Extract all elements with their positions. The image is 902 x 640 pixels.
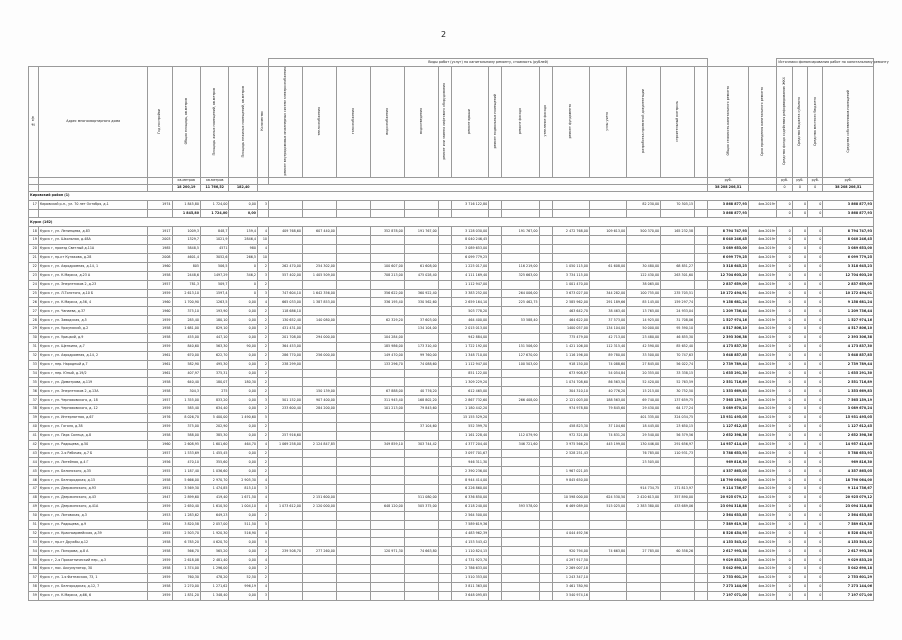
row-total: 14 957 414,49 [708, 440, 749, 449]
row-total: 2 393 306,38 [708, 333, 749, 342]
row-number: 17 [29, 200, 39, 209]
row-address: Курск г, ул. Аэродромная, д.14, 2 [38, 351, 148, 360]
row-total: 7 197 071,00 [708, 591, 749, 600]
section-row [29, 191, 874, 200]
row-total: 5 042 690,18 [708, 565, 749, 574]
section-label: Кировский район (1) [29, 191, 874, 200]
row-number: 24 [29, 280, 39, 289]
row-address: Курск г, ул. Белгородская, д.12, 7 [38, 582, 148, 591]
row-owners: 4 517 806,10 [823, 325, 874, 334]
row-owners: 2 837 659,09 [823, 280, 874, 289]
row-total: 2 739 789,44 [708, 360, 749, 369]
row-address: Курск г, пос. Аккумулятор, 30 [38, 565, 148, 574]
row-address: Курск г, ул. 1-я Фатежская, 73, 1 [38, 574, 148, 583]
row-number: 19 [29, 236, 39, 245]
row-number: 40 [29, 422, 39, 431]
row-total: 12 704 603,20 [708, 271, 749, 280]
row-owners: 1 353 669,83 [823, 387, 874, 396]
row-number: 23 [29, 271, 39, 280]
row-number: 42 [29, 440, 39, 449]
col-w10: утепление фасада [539, 67, 552, 178]
col-w7: ремонт крыши [451, 67, 488, 178]
row-owners: 4 357 865,05 [823, 467, 874, 476]
row-address: Курск г, ул. Энергетиков 2, д.13А [38, 387, 148, 396]
row-address: Курск г, ул. К.Маркса, д.56, 4 [38, 298, 148, 307]
row-owners: 7 273 144,06 [823, 582, 874, 591]
col-living-area: Площадь жилых помещений, кв.метров [201, 67, 229, 178]
row-number: 53 [29, 538, 39, 547]
table-row: 27 Курск г, ул. Чапаева, д.37 1960 375,10 193,90 0,00 2 118 686,10 503 778,20 463 642,70 38 463,40 13 765,00 24 933,04 1 209 736,44 4кв.2019г 0 0 0 1 209 736,44 [29, 307, 874, 316]
row-address: Курск г, пер. Юный, д.19/2 [38, 369, 148, 378]
row-owners: 23 094 318,88 [823, 502, 874, 511]
row-address: Курск г, проезд Светлый д.11А [38, 245, 148, 254]
row-number: 33 [29, 360, 39, 369]
table-row: 56 Курск г, пос. Аккумулятор, 30 1958 1 374,00 1 296,00 0,00 2 2 786 633,00 2 269 007,18 5 042 690,18 4кв.2019г 0 0 0 5 042 690,18 [29, 565, 874, 574]
row-total: 8 528 454,95 [708, 529, 749, 538]
table-row: 33 Курск г, пер. Народный д.7 1961 582,90 495,30 0,00 2 238 299,00 133 296,70 74 088,60 1 112 947,00 100 503,00 918 150,00 74 088,60 27 845,00 56 022,74 2 739 789,44 4кв.2019г 0 0 0 2 739 789,44 [29, 360, 874, 369]
row-owners: 2 652 398,36 [823, 431, 874, 440]
col-w9: ремонт фасада [502, 67, 539, 178]
table-row: 54 Курск г, ул. Пигорова, д.8 А 1958 566,70 565,20 0,00 2 239 508,70 277 260,00 120 971,30 74 663,80 1 110 824,15 920 794,00 74 663,80 27 785,00 60 558,26 2 617 993,38 4кв.2019г 0 0 0 2 617 993,38 [29, 547, 874, 556]
row-total: 3 089 653,00 [708, 245, 749, 254]
row-number: 54 [29, 547, 39, 556]
table-row: 23 Курск г, ул. К.Маркса, д.23 А 1958 2448,6 1497,29 346,2 3 557 402,00 1 405 509,00 708 213,00 475 028,40 4 111 169,40 325 663,00 3 734 115,00 122 430,00 263 301,60 12 704 603,20 4кв.2019г 0 0 0 12 704 603,20 [29, 271, 874, 280]
row-number: 27 [29, 307, 39, 316]
col-w1: ремонт внутридомовых инженерных систем электроснабжения [269, 67, 303, 178]
row-owners: 2 551 716,89 [823, 378, 874, 387]
table-row: 46 Курск г, ул. Белгородская, д.15 1958 5 666,00 2 970,70 2 905,30 4 8 944 414,00 9 845 650,00 18 790 064,00 4кв.2019г 0 0 0 18 790 064,00 [29, 476, 874, 485]
row-total: 2 753 601,29 [708, 574, 749, 583]
row-owners: 3 868 877,93 [823, 200, 874, 209]
row-number: 37 [29, 396, 39, 405]
table-row: 34 Курск г, пер. Юный, д.19/2 1961 407,97 375,31 0,00 2 851 122,00 673 908,87 54 054,84 20 355,00 33 338,15 1 635 291,30 4кв.2019г 0 0 0 1 635 291,30 [29, 369, 874, 378]
row-number: 48 [29, 494, 39, 503]
row-address: Курск г, ул. Димитрова, д.119 [38, 378, 148, 387]
row-total: 8 794 747,93 [708, 227, 749, 236]
table-row: 37 Курск г, ул. Черняховского, д. 18 1957 1 355,00 833,20 0,00 3 501 152,00 907 400,00 311 945,40 168 802,20 2 867 732,60 266 408,00 2 121 003,00 188 563,00 69 740,00 137 659,75 7 565 159,19 4кв.2019г 0 0 0 7 565 159,19 [29, 396, 874, 405]
row-owners: 969 816,30 [823, 458, 874, 467]
row-address: Курск г, ул. Интернатная, д.67 [38, 414, 148, 423]
row-number: 57 [29, 574, 39, 583]
table-row: 57 Курск г, ул. 1-я Фатежская, 73, 1 1959 760,30 478,20 52,50 2 1 510 353,00 1 243 347,10 2 753 601,29 4кв.2019г 0 0 0 2 753 601,29 [29, 574, 874, 583]
row-number: 49 [29, 502, 39, 511]
row-owners: 1 527 974,16 [823, 316, 874, 325]
row-owners: 12 704 603,20 [823, 271, 874, 280]
col-w11: ремонт фундамента [552, 67, 589, 178]
row-total: 9 029 833,20 [708, 556, 749, 565]
data-table: Виды работ (услуг) по капитальному ремонту, стоимость (рублей) Источники финансирования работ по капитальному ремонту № п/п Адрес многоквартирного дома Год постройки Общая площадь, кв.метров Площадь жилых помещений, кв.метров Площадь нежилых помещений, кв.метров Количество ремонт внутридомовых инженерных систем электроснабжения теплоснабжения газоснабжения водоснабжения водоотведения ремонт или замена лифтового оборудования ремонт крыши ремонт подвальных помещений ремонт фасада утепление фасада ремонт фундамента узлы учета разработка проектной документации строительный контроль Общая стоимость капитального ремонта Срок проведения капитального ремонта Средства фонда содействия реформированию ЖКХ Средства бюджета субъекта Средства местного бюджета Средства собственников помещений кв.метров кв.метров руб. руб. руб. руб. руб. 18 200,19 11 766,52 182,40 38 208 206,51 0 0 0 38 208 206,51 Кировский район (1) 17 Кировский р-н., ул. 70 лет Октября, д.1 1974 1 845,80 1 724,00 0,00 3 3 716 122,80 82 230,00 70 505,15 3 868 877,93 4кв.2019г 0 0 0 3 868 877,93 1 845,80 1 724,00 0,00 3 868 877,93 0 0 0 3 868 877,93 Курск (162) 18 Курск г, ул. Ленинцева, д.83 1917 1009,3 848,7 159,4 4 409 768,60 607 440,00 352 878,00 191 767,00 3 128 030,00 191 767,00 2 472 768,00 109 613,00 500 370,00 165 232,58 8 794 747,93 4кв.2019г 0 0 0 8 794 747,93 19 Курск г, ул. Школьная, д.48А 2003 1329,7 1021,9 2846,4 10 8 040 246,45 8 040 246,45 4кв.2019г 0 0 0 8 040 246,45 20 Курск г, проезд Светлый д.11А 1985 5848,5 4571 980 4 3 089 653,00 3 089 653,00 4кв.2019г 0 0 0 3 089 653,00 21 Курск г, пр-кт Кулакова, д.28 2008 4601,4 3052,6 266,5 10 6 099 779,25 6 099 779,25 4кв.2019г 0 0 0 6 099 779,25 22 Курск г, ул. Аэродромная, д.14, 1 1960 805 506,5 0 2 262 470,00 254 302,00 100 607,00 61 608,00 1 225 017,00 116 219,00 1 050 115,00 61 608,00 30 480,00 68 851,27 3 318 645,23 4кв.2019г 0 0 0 3 318 645,23 23 Курск г, ул. К.Маркса, д.23 А 1958 2448,6 1497,29 346,2 3 557 402,00 1 405 509,00 708 213,00 475 028,40 4 111 169,40 325 663,00 3 734 115,00 122 430,00 263 301,60 12 704 603,20 4кв.2019г 0 0 0 12 704 603,20 24 Курск г, ул. Энергетиков 2, д.23 1957 781,3 509,7 0 2 1 112 947,00 1 001 470,00 38 065,00 2 837 659,09 4кв.2019г 0 0 0 2 837 659,09 25 Курск г, ул. Л.Толстого, д.10 Б 1959 2 613,10 1597,4 0 3 747 604,10 1 642 356,00 356 622,00 360 922,40 3 383 252,00 264 006,00 3 673 027,00 344 282,00 100 755,00 235 705,51 10 172 494,91 4кв.2019г 0 0 0 10 172 494,91 26 Курск г, ул. К.Маркса, д.56, 4 1960 1 700,90 1263,5 0,00 4 665 033,00 1 387 853,00 336 195,40 330 562,60 2 659 164,10 225 462,75 2 585 962,00 291 189,66 85 145,00 159 297,74 9 158 681,24 4кв.2019г 0 0 0 9 158 681,24 27 Курск г, ул. Чапаева, д.37 1960 375,10 193,90 0,00 2 118 686,10 503 778,20 463 642,70 38 463,40 13 765,00 24 933,04 1 209 736,44 4кв.2019г 0 0 0 1 209 736,44 28 Курск г, ул. Заводская, д.5 1959 285,40 180,10 0,00 2 130 652,40 140 080,00 62 329,20 37 603,00 464 400,00 53 588,40 464 622,00 37 573,00 14 925,00 31 708,06 1 527 974,16 4кв.2019г 0 0 0 1 527 974,16 29 Курск г, ул. Уржумский, д.2 1958 1 681,00 829,10 0,00 2 431 431,00 134 104,00 2 015 013,00 1400 057,00 134 104,00 50 000,00 95 590,10 4 517 806,10 4кв.2019г 0 0 0 4 517 806,10 30 Курск г, ул. Урицкий, д.9 1958 455,00 447,10 0,00 2 201 708,00 294 000,00 104 284,00 942 884,00 775 479,00 42 713,00 23 480,00 46 855,30 2 393 306,38 4кв.2019г 0 0 0 2 393 306,38 31 Курск г, ул. Щепкина, д.7 1959 840,60 563,30 90,00 2 364 453,00 185 986,00 173 310,40 1 722 192,00 151 506,00 1 421 106,00 112 315,40 42 590,00 85 652,40 4 173 837,30 4кв.2019г 0 0 0 4 173 837,30 32 Курск г, ул. Аэродромная, д.14, 2 1961 670,00 622,70 0,00 2 286 770,00 256 000,00 149 470,00 99 760,00 1 348 710,00 127 670,00 1 116 196,00 89 780,00 33 500,00 70 747,63 3 648 857,85 4кв.2019г 0 0 0 3 648 857,85 33 Курск г, пер. Народный д.7 1961 582,90 495,30 0,00 2 238 299,00 133 296,70 74 088,60 1 112 947,00 100 503,00 918 150,00 74 088,60 27 845,00 56 022,74 2 739 789,44 4кв.2019г 0 0 0 2 739 789,44 34 Курск г, пер. Юный, д.19/2 1961 407,97 375,31 0,00 2 851 122,00 673 908,87 54 054,84 20 355,00 33 338,15 1 635 291,30 4кв.2019г 0 0 0 1 635 291,30 35 Курск г, ул. Димитрова, д.119 1958 640,40 180,07 180,30 2 1 309 229,20 1 074 708,60 86 563,50 52 420,00 52 763,59 2 551 716,89 4кв.2019г 0 0 0 2 551 716,89 36 Курск г, ул. Энергетиков 2, д.13А 1958 304,3 275 0,00 2 150 139,00 67 888,00 40 776,20 612 465,00 304 310,10 40 776,20 15 215,00 30 752,50 1 353 669,83 4кв.2019г 0 0 0 1 353 669,83 37 Курск г, ул. Черняховского, д. 18 1957 1 355,00 833,20 0,00 3 501 152,00 907 400,00 311 945,40 168 802,20 2 867 732,60 266 408,00 2 121 003,00 188 563,00 69 740,00 137 659,75 7 565 159,19 4кв.2019г 0 0 0 7 565 159,19 38 Курск г, ул. Черняховского, д. 12 1959 585,40 634,40 0,00 2 233 600,40 284 200,00 101 213,00 79 845,60 1 180 442,20 974 978,80 79 845,60 29 430,00 64 177,24 3 089 670,24 4кв.2019г 0 0 0 3 089 670,24 39 Курск г, ул. Интернатная, д.67 1976 8 026,70 5 400,00 1 490,60 5 15 155 529,20 401 335,00 324 034,75 15 931 495,05 4кв.2019г 0 0 0 15 931 495,05 40 Курск г, ул. Гоголя, д.38 1959 375,00 202,90 0,00 2 37 104,60 552 399,70 458 823,30 37 104,60 18 445,00 23 650,15 1 127 612,45 4кв.2019г 0 0 0 1 127 612,45 41 Курск г, ул. Парк Солнца, д.8 1958 588,00 385,30 0,00 2 257 916,60 1 161 228,40 112 079,90 972 321,80 74 831,20 29 540,00 56 579,56 2 652 398,36 4кв.2019г 0 0 0 2 652 398,36 42 Курск г, ул. Радищева, д.50 1960 2 608,95 1 601,60 464,70 4 1 069 258,00 2 124 847,85 349 859,10 303 744,42 4 377 204,40 346 721,60 3 975 566,20 445 199,00 130 446,00 291 656,97 14 957 414,49 4кв.2019г 0 0 0 14 957 414,49 43 Курск г, ул. 2-я Рабочая, д.7 Б 1957 1 533,69 1 455,45 0,00 2 3 097 701,67 2 528 251,43 76 785,00 110 931,73 5 788 653,93 4кв.2019г 0 0 0 5 788 653,93 44 Курск г, ул. Литейная, д.4 Г 1956 470,10 355,60 0,00 2 946 311,30 23 505,00 969 816,30 4кв.2019г 0 0 0 969 816,30 45 Курск г, ул. Белинского, д.35 1955 1 187,40 1 036,60 0,00 2 2 390 236,00 1 967 021,05 4 357 865,05 4кв.2019г 0 0 0 4 357 865,05 46 Курск г, ул. Белгородская, д.15 1958 5 666,00 2 970,70 2 905,30 4 8 944 414,00 9 845 650,00 18 790 064,00 4кв.2019г 0 0 0 18 790 064,00 47 Курск г, ул. Дзержинского, д.93 1951 3 569,30 1 474,85 815,10 3 6 226 860,00 914 734,75 171 813,97 9 114 736,67 4кв.2019г 0 0 0 9 114 736,67 48 Курск г, ул. Дзержинского, д.43 1947 2 899,60 419,40 1 671,50 4 2 151 600,00 511 080,00 6 336 850,00 10 598 000,00 624 530,50 2 420 613,00 357 890,00 20 925 079,12 4кв.2019г 0 0 0 20 925 079,12 49 Курск г, ул. Дзержинского, д.41А 1959 2 650,40 1 610,50 1 004,10 4 1 073 612,00 2 120 000,00 648 120,00 505 375,00 6 218 240,00 593 578,00 6 469 089,00 515 025,00 2 383 380,00 433 689,06 23 094 318,88 4кв.2019г 0 0 0 23 094 318,88 50 Курск г, ул. Литовская, д.3 1953 1 283,62 649,23 0,00 2 2 564 500,00 2 564 633,85 4кв.2019г 0 0 0 2 564 633,85 51 Курск г, ул. Радищева, д.9 1954 3 820,58 2 057,00 511,50 5 7 589 619,36 7 589 619,36 4кв.2019г 0 0 0 7 589 619,36 52 Курск г, ул. Красноармейская, д.39 1955 2 503,70 1 920,30 516,90 4 4 483 962,39 4 044 492,56 8 528 454,95 4кв.2019г 0 0 0 8 528 454,95 53 Курск г, пр-кт Дружбы д.12 1958 6 785,20 4 620,70 0,00 5 4 153 543,42 4 153 543,42 4кв.2019г 0 0 0 4 153 543,42 54 Курск г, ул. Пигорова, д.8 А 1958 566,70 565,20 0,00 2 239 508,70 277 260,00 120 971,30 74 663,80 1 110 824,15 920 794,00 74 663,80 27 785,00 60 558,26 2 617 993,38 4кв.2019г 0 0 0 2 617 993,38 55 Курск г, 2-я Прокатнический пер., д.3 1959 2 618,08 2 481,40 0,00 4 4 731 923,70 4 297 917,50 9 029 833,20 4кв.2019г 0 0 0 9 029 833,20 56 Курск г, пос. Аккумулятор, 30 1958 1 374,00 1 296,00 0,00 2 2 786 633,00 2 269 007,18 5 042 690,18 4кв.2019г 0 0 0 5 042 690,18 57 Курск г, ул. 1-я Фатежская, 73, 1 1959 760,30 478,20 52,50 2 1 510 353,00 1 243 347,10 2 753 601,29 4кв.2019г 0 0 0 2 753 601,29 58 Курск г, ул. Белгородская, д.12, 7 1958 2 270,00 1 271,62 996,19 4 3 811 363,00 3 461 780,90 7 273 144,06 4кв.2019г 0 0 0 7 273 144,06 59 Курск г, ул. К.Маркса, д.66, 6 1959 1 831,20 1 348,40 0,00 3 3 648 095,85 3 540 974,16 7 197 071,00 4кв.2019г 0 0 0 7 197 071,00 [28, 58, 874, 601]
row-address: Курск г, ул. Уржумский, д.2 [38, 325, 148, 334]
row-total: 4 153 543,42 [708, 538, 749, 547]
row-number: 38 [29, 405, 39, 414]
row-total: 3 318 645,23 [708, 262, 749, 271]
row-owners: 9 114 736,67 [823, 485, 874, 494]
row-number: 47 [29, 485, 39, 494]
table-row: 22 Курск г, ул. Аэродромная, д.14, 1 1960 805 506,5 0 2 262 470,00 254 302,00 100 607,00 61 608,00 1 225 017,00 116 219,00 1 050 115,00 61 608,00 30 480,00 68 851,27 3 318 645,23 4кв.2019г 0 0 0 3 318 645,23 [29, 262, 874, 271]
row-owners: 9 029 833,20 [823, 556, 874, 565]
col-address: Адрес многоквартирного дома [38, 67, 148, 178]
row-total: 9 158 681,24 [708, 298, 749, 307]
row-address: Курск г, ул. Радищева, д.50 [38, 440, 148, 449]
table-row: 48 Курск г, ул. Дзержинского, д.43 1947 2 899,60 419,40 1 671,50 4 2 151 600,00 511 080,00 6 336 850,00 10 598 000,00 624 530,50 2 420 613,00 357 890,00 20 925 079,12 4кв.2019г 0 0 0 20 925 079,12 [29, 494, 874, 503]
row-number: 58 [29, 582, 39, 591]
col-budget: Средства бюджета субъекта [792, 67, 807, 178]
section-label: Курск (162) [29, 218, 874, 227]
row-owners: 10 172 494,91 [823, 289, 874, 298]
table-row: 41 Курск г, ул. Парк Солнца, д.8 1958 588,00 385,30 0,00 2 257 916,60 1 161 228,40 112 079,90 972 321,80 74 831,20 29 540,00 56 579,56 2 652 398,36 4кв.2019г 0 0 0 2 652 398,36 [29, 431, 874, 440]
row-number: 25 [29, 289, 39, 298]
row-address: Курск г, ул. Белгородская, д.15 [38, 476, 148, 485]
row-number: 43 [29, 449, 39, 458]
row-total: 15 931 495,05 [708, 414, 749, 423]
row-total: 4 357 865,05 [708, 467, 749, 476]
row-number: 55 [29, 556, 39, 565]
row-number: 21 [29, 253, 39, 262]
row-number: 29 [29, 325, 39, 334]
row-owners: 18 790 064,00 [823, 476, 874, 485]
row-number: 45 [29, 467, 39, 476]
row-owners: 4 173 837,30 [823, 342, 874, 351]
page-number: 2 [441, 30, 447, 39]
row-address: Курск г, ул. Заводская, д.5 [38, 316, 148, 325]
row-address: Курск г, ул. Щепкина, д.7 [38, 342, 148, 351]
row-address: Курск г, ул. Пигорова, д.8 А [38, 547, 148, 556]
row-owners: 8 528 454,95 [823, 529, 874, 538]
row-owners: 2 753 601,29 [823, 574, 874, 583]
table-row: 24 Курск г, ул. Энергетиков 2, д.23 1957 781,3 509,7 0 2 1 112 947,00 1 001 470,00 38 065,00 2 837 659,09 4кв.2019г 0 0 0 2 837 659,09 [29, 280, 874, 289]
table-row: 29 Курск г, ул. Уржумский, д.2 1958 1 681,00 829,10 0,00 2 431 431,00 134 104,00 2 015 013,00 1400 057,00 134 104,00 50 000,00 95 590,10 4 517 806,10 4кв.2019г 0 0 0 4 517 806,10 [29, 325, 874, 334]
capital-repair-table [28, 58, 889, 633]
row-owners: 2 564 633,85 [823, 511, 874, 520]
row-owners: 2 739 789,44 [823, 360, 874, 369]
col-local: Средства местного бюджета [808, 67, 823, 178]
row-total: 1 353 669,83 [708, 387, 749, 396]
row-total: 1 209 736,44 [708, 307, 749, 316]
row-owners: 1 635 291,30 [823, 369, 874, 378]
col-w12: узлы учета [589, 67, 626, 178]
col-total-cost: Общая стоимость капитального ремонта [708, 67, 749, 178]
col-count: Количество [257, 67, 268, 178]
row-number: 31 [29, 342, 39, 351]
table-row: 49 Курск г, ул. Дзержинского, д.41А 1959 2 650,40 1 610,50 1 004,10 4 1 073 612,00 2 120 000,00 648 120,00 505 375,00 6 218 240,00 593 578,00 6 469 089,00 515 025,00 2 383 380,00 433 689,06 23 094 318,88 4кв.2019г 0 0 0 23 094 318,88 [29, 502, 874, 511]
row-owners: 20 925 079,12 [823, 494, 874, 503]
row-address: Курск г, ул. Литовская, д.3 [38, 511, 148, 520]
row-address: Курск г, ул. Красноармейская, д.39 [38, 529, 148, 538]
works-group-header: Виды работ (услуг) по капитальному ремонту, стоимость (рублей) [269, 59, 708, 67]
row-number: 32 [29, 351, 39, 360]
row-number: 52 [29, 529, 39, 538]
row-number: 41 [29, 431, 39, 440]
col-w6: ремонт или замена лифтового оборудования [438, 67, 451, 178]
table-row: 32 Курск г, ул. Аэродромная, д.14, 2 1961 670,00 622,70 0,00 2 286 770,00 256 000,00 149 470,00 99 760,00 1 348 710,00 127 670,00 1 116 196,00 89 780,00 33 500,00 70 747,63 3 648 857,85 4кв.2019г 0 0 0 3 648 857,85 [29, 351, 874, 360]
table-row: 55 Курск г, 2-я Прокатнический пер., д.3 1959 2 618,08 2 481,40 0,00 4 4 731 923,70 4 297 917,50 9 029 833,20 4кв.2019г 0 0 0 9 029 833,20 [29, 556, 874, 565]
table-row: 59 Курск г, ул. К.Маркса, д.66, 6 1959 1 831,20 1 348,40 0,00 3 3 648 095,85 3 540 974,16 7 197 071,00 4кв.2019г 0 0 0 7 197 071,00 [29, 591, 874, 600]
row-total: 1 127 612,45 [708, 422, 749, 431]
row-total: 4 517 806,10 [708, 325, 749, 334]
row-address: Курск г, пер. Народный д.7 [38, 360, 148, 369]
row-total: 7 589 619,36 [708, 520, 749, 529]
table-row: 26 Курск г, ул. К.Маркса, д.56, 4 1960 1 700,90 1263,5 0,00 4 665 033,00 1 387 853,00 336 195,40 330 562,60 2 659 164,10 225 462,75 2 585 962,00 291 189,66 85 145,00 159 297,74 9 158 681,24 4кв.2019г 0 0 0 9 158 681,24 [29, 298, 874, 307]
row-owners: 7 197 071,00 [823, 591, 874, 600]
table-row: 50 Курск г, ул. Литовская, д.3 1953 1 283,62 649,23 0,00 2 2 564 500,00 2 564 633,85 4кв.2019г 0 0 0 2 564 633,85 [29, 511, 874, 520]
row-owners: 14 957 414,49 [823, 440, 874, 449]
col-w5: водоотведения [404, 67, 438, 178]
row-total: 3 089 670,24 [708, 405, 749, 414]
table-row: 44 Курск г, ул. Литейная, д.4 Г 1956 470,10 355,60 0,00 2 946 311,30 23 505,00 969 816,30 4кв.2019г 0 0 0 969 816,30 [29, 458, 874, 467]
row-total: 969 816,30 [708, 458, 749, 467]
table-row: 51 Курск г, ул. Радищева, д.9 1954 3 820,58 2 057,00 511,50 5 7 589 619,36 7 589 619,36 4кв.2019г 0 0 0 7 589 619,36 [29, 520, 874, 529]
table-row: 58 Курск г, ул. Белгородская, д.12, 7 1958 2 270,00 1 271,62 996,19 4 3 811 363,00 3 461 780,90 7 273 144,06 4кв.2019г 0 0 0 7 273 144,06 [29, 582, 874, 591]
row-address: Курск г, ул. Дзержинского, д.43 [38, 494, 148, 503]
table-row: 52 Курск г, ул. Красноармейская, д.39 1955 2 503,70 1 920,30 516,90 4 4 483 962,39 4 044 492,56 8 528 454,95 4кв.2019г 0 0 0 8 528 454,95 [29, 529, 874, 538]
row-owners: 1 209 736,44 [823, 307, 874, 316]
row-address: Курск г, ул. Литейная, д.4 Г [38, 458, 148, 467]
col-w14: строительный контроль [661, 67, 695, 178]
row-total: 10 172 494,91 [708, 289, 749, 298]
table-row: 35 Курск г, ул. Димитрова, д.119 1958 640,40 180,07 180,30 2 1 309 229,20 1 074 708,60 86 563,50 52 420,00 52 763,59 2 551 716,89 4кв.2019г 0 0 0 2 551 716,89 [29, 378, 874, 387]
row-owners: 3 089 670,24 [823, 405, 874, 414]
row-total: 18 790 064,00 [708, 476, 749, 485]
row-number: 46 [29, 476, 39, 485]
row-address: Курск г, ул. Чапаева, д.37 [38, 307, 148, 316]
col-nonliving-area: Площадь нежилых помещений, кв.метров [229, 67, 257, 178]
section-row [29, 218, 874, 227]
col-term: Срок проведения капитального ремонта [748, 67, 776, 178]
row-total: 2 617 993,38 [708, 547, 749, 556]
row-number: 20 [29, 245, 39, 254]
row-owners: 2 393 306,38 [823, 333, 874, 342]
table-row: 20 Курск г, проезд Светлый д.11А 1985 5848,5 4571 980 4 3 089 653,00 3 089 653,00 4кв.2019г 0 0 0 3 089 653,00 [29, 245, 874, 254]
row-owners: 1 127 612,45 [823, 422, 874, 431]
row-total: 23 094 318,88 [708, 502, 749, 511]
row-address: Курск г, пр-кт Кулакова, д.28 [38, 253, 148, 262]
table-row: 28 Курск г, ул. Заводская, д.5 1959 285,40 180,10 0,00 2 130 652,40 140 080,00 62 329,20 37 603,00 464 400,00 53 588,40 464 622,00 37 573,00 14 925,00 31 708,06 1 527 974,16 4кв.2019г 0 0 0 1 527 974,16 [29, 316, 874, 325]
row-total: 9 114 736,67 [708, 485, 749, 494]
row-owners: 8 794 747,93 [823, 227, 874, 236]
col-year: Год постройки [148, 67, 172, 178]
row-total: 6 099 779,25 [708, 253, 749, 262]
row-owners: 5 788 653,93 [823, 449, 874, 458]
row-total: 2 564 633,85 [708, 511, 749, 520]
row-number: 26 [29, 298, 39, 307]
row-total: 2 551 716,89 [708, 378, 749, 387]
table-row: 39 Курск г, ул. Интернатная, д.67 1976 8 026,70 5 400,00 1 490,60 5 15 155 529,20 401 335,00 324 034,75 15 931 495,05 4кв.2019г 0 0 0 15 931 495,05 [29, 414, 874, 423]
row-total: 3 868 877,93 [708, 200, 749, 209]
table-row: 40 Курск г, ул. Гоголя, д.38 1959 375,00 202,90 0,00 2 37 104,60 552 399,70 458 823,30 37 104,60 18 445,00 23 650,15 1 127 612,45 4кв.2019г 0 0 0 1 127 612,45 [29, 422, 874, 431]
row-total: 7 273 144,06 [708, 582, 749, 591]
row-address: Курск г, ул. Л.Толстого, д.10 Б [38, 289, 148, 298]
row-address: Курск г, ул. Черняховского, д. 18 [38, 396, 148, 405]
row-number: 30 [29, 333, 39, 342]
table-row: 17 Кировский р-н., ул. 70 лет Октября, д.1 1974 1 845,80 1 724,00 0,00 3 3 716 122,80 82 230,00 70 505,15 3 868 877,93 4кв.2019г 0 0 0 3 868 877,93 [29, 200, 874, 209]
row-address: Курск г, ул. Парк Солнца, д.8 [38, 431, 148, 440]
table-row: 19 Курск г, ул. Школьная, д.48А 2003 1329,7 1021,9 2846,4 10 8 040 246,45 8 040 246,45 4кв.2019г 0 0 0 8 040 246,45 [29, 236, 874, 245]
row-number: 44 [29, 458, 39, 467]
row-owners: 8 040 246,45 [823, 236, 874, 245]
row-address: Курск г, ул. К.Маркса, д.23 А [38, 271, 148, 280]
row-address: Курск г, ул. Урицкий, д.9 [38, 333, 148, 342]
row-total: 5 788 653,93 [708, 449, 749, 458]
row-owners: 4 153 543,42 [823, 538, 874, 547]
finance-group-header: Источники финансирования работ по капитальному ремонту [777, 59, 874, 67]
table-row: 25 Курск г, ул. Л.Толстого, д.10 Б 1959 2 613,10 1597,4 0 3 747 604,10 1 642 356,00 356 622,00 360 922,40 3 383 252,00 264 006,00 3 673 027,00 344 282,00 100 755,00 235 705,51 10 172 494,91 4кв.2019г 0 0 0 10 172 494,91 [29, 289, 874, 298]
row-address: Кировский р-н., ул. 70 лет Октября, д.1 [38, 200, 148, 209]
row-address: Курск г, ул. Дзержинского, д.41А [38, 502, 148, 511]
row-owners: 3 648 857,85 [823, 351, 874, 360]
table-row: 53 Курск г, пр-кт Дружбы д.12 1958 6 785,20 4 620,70 0,00 5 4 153 543,42 4 153 543,42 4кв.2019г 0 0 0 4 153 543,42 [29, 538, 874, 547]
row-number: 56 [29, 565, 39, 574]
row-total: 1 527 974,16 [708, 316, 749, 325]
table-row: 43 Курск г, ул. 2-я Рабочая, д.7 Б 1957 1 533,69 1 455,45 0,00 2 3 097 701,67 2 528 251,43 76 785,00 110 931,73 5 788 653,93 4кв.2019г 0 0 0 5 788 653,93 [29, 449, 874, 458]
col-fund: Средства фонда содействия реформированию ЖКХ [777, 67, 792, 178]
col-w2: теплоснабжения [302, 67, 336, 178]
row-total: 1 635 291,30 [708, 369, 749, 378]
row-number: 51 [29, 520, 39, 529]
col-no: № п/п [29, 67, 39, 178]
row-owners: 5 042 690,18 [823, 565, 874, 574]
row-address: Курск г, ул. Школьная, д.48А [38, 236, 148, 245]
col-owners: Средства собственников помещений [823, 67, 874, 178]
row-number: 39 [29, 414, 39, 423]
row-total: 2 837 659,09 [708, 280, 749, 289]
row-owners: 3 089 653,00 [823, 245, 874, 254]
table-row: 47 Курск г, ул. Дзержинского, д.93 1951 3 569,30 1 474,85 815,10 3 6 226 860,00 914 734,75 171 813,97 9 114 736,67 4кв.2019г 0 0 0 9 114 736,67 [29, 485, 874, 494]
row-number: 28 [29, 316, 39, 325]
col-total-area: Общая площадь, кв.метров [172, 67, 200, 178]
row-address: Курск г, ул. Радищева, д.9 [38, 520, 148, 529]
table-row: 18 Курск г, ул. Ленинцева, д.83 1917 1009,3 848,7 159,4 4 409 768,60 607 440,00 352 878,00 191 767,00 3 128 030,00 191 767,00 2 472 768,00 109 613,00 500 370,00 165 232,58 8 794 747,93 4кв.2019г 0 0 0 8 794 747,93 [29, 227, 874, 236]
row-address: Курск г, ул. Белинского, д.35 [38, 467, 148, 476]
row-address: Курск г, пр-кт Дружбы д.12 [38, 538, 148, 547]
row-number: 18 [29, 227, 39, 236]
row-address: Курск г, ул. Дзержинского, д.93 [38, 485, 148, 494]
table-row: 38 Курск г, ул. Черняховского, д. 12 1959 585,40 634,40 0,00 2 233 600,40 284 200,00 101 213,00 79 845,60 1 180 442,20 974 978,80 79 845,60 29 430,00 64 177,24 3 089 670,24 4кв.2019г 0 0 0 3 089 670,24 [29, 405, 874, 414]
row-number: 50 [29, 511, 39, 520]
col-w4: водоснабжения [370, 67, 404, 178]
row-total: 20 925 079,12 [708, 494, 749, 503]
col-w3: газоснабжения [336, 67, 370, 178]
table-row: 36 Курск г, ул. Энергетиков 2, д.13А 1958 304,3 275 0,00 2 150 139,00 67 888,00 40 776,20 612 465,00 304 310,10 40 776,20 15 215,00 30 752,50 1 353 669,83 4кв.2019г 0 0 0 1 353 669,83 [29, 387, 874, 396]
row-owners: 9 158 681,24 [823, 298, 874, 307]
row-total: 2 652 398,36 [708, 431, 749, 440]
row-address: Курск г, ул. К.Маркса, д.66, 6 [38, 591, 148, 600]
subtotal-row: 1 845,80 1 724,00 0,00 3 868 877,93 0 0 0 3 868 877,93 [29, 209, 874, 218]
row-address: Курск г, ул. Энергетиков 2, д.23 [38, 280, 148, 289]
row-owners: 15 931 495,05 [823, 414, 874, 423]
row-number: 34 [29, 369, 39, 378]
row-total: 7 565 159,19 [708, 396, 749, 405]
col-w8: ремонт подвальных помещений [489, 67, 502, 178]
grand-total: 38 208 206,51 [708, 184, 749, 191]
row-address: Курск г, 2-я Прокатнический пер., д.3 [38, 556, 148, 565]
row-number: 22 [29, 262, 39, 271]
table-row: 45 Курск г, ул. Белинского, д.35 1955 1 187,40 1 036,60 0,00 2 2 390 236,00 1 967 021,05 4 357 865,05 4кв.2019г 0 0 0 4 357 865,05 [29, 467, 874, 476]
row-number: 35 [29, 378, 39, 387]
row-total: 8 040 246,45 [708, 236, 749, 245]
row-total: 3 648 857,85 [708, 351, 749, 360]
row-address: Курск г, ул. Аэродромная, д.14, 1 [38, 262, 148, 271]
row-owners: 6 099 779,25 [823, 253, 874, 262]
row-address: Курск г, ул. 2-я Рабочая, д.7 Б [38, 449, 148, 458]
table-row: 30 Курск г, ул. Урицкий, д.9 1958 455,00 447,10 0,00 2 201 708,00 294 000,00 104 284,00 942 884,00 775 479,00 42 713,00 23 480,00 46 855,30 2 393 306,38 4кв.2019г 0 0 0 2 393 306,38 [29, 333, 874, 342]
row-owners: 3 318 645,23 [823, 262, 874, 271]
row-address: Курск г, ул. Черняховского, д. 12 [38, 405, 148, 414]
row-owners: 7 565 159,19 [823, 396, 874, 405]
col-w13: разработка проектной документации [627, 67, 661, 178]
row-total: 4 173 837,30 [708, 342, 749, 351]
table-row: 21 Курск г, пр-кт Кулакова, д.28 2008 4601,4 3052,6 266,5 10 6 099 779,25 6 099 779,25 4кв.2019г 0 0 0 6 099 779,25 [29, 253, 874, 262]
row-address: Курск г, ул. Гоголя, д.38 [38, 422, 148, 431]
table-row: 31 Курск г, ул. Щепкина, д.7 1959 840,60 563,30 90,00 2 364 453,00 185 986,00 173 310,40 1 722 192,00 151 506,00 1 421 106,00 112 315,40 42 590,00 85 652,40 4 173 837,30 4кв.2019г 0 0 0 4 173 837,30 [29, 342, 874, 351]
table-row: 42 Курск г, ул. Радищева, д.50 1960 2 608,95 1 601,60 464,70 4 1 069 258,00 2 124 847,85 349 859,10 303 744,42 4 377 204,40 346 721,60 3 975 566,20 445 199,00 130 446,00 291 656,97 14 957 414,49 4кв.2019г 0 0 0 14 957 414,49 [29, 440, 874, 449]
row-owners: 7 589 619,36 [823, 520, 874, 529]
row-number: 59 [29, 591, 39, 600]
row-address: Курск г, ул. Ленинцева, д.83 [38, 227, 148, 236]
row-owners: 2 617 993,38 [823, 547, 874, 556]
row-number: 36 [29, 387, 39, 396]
